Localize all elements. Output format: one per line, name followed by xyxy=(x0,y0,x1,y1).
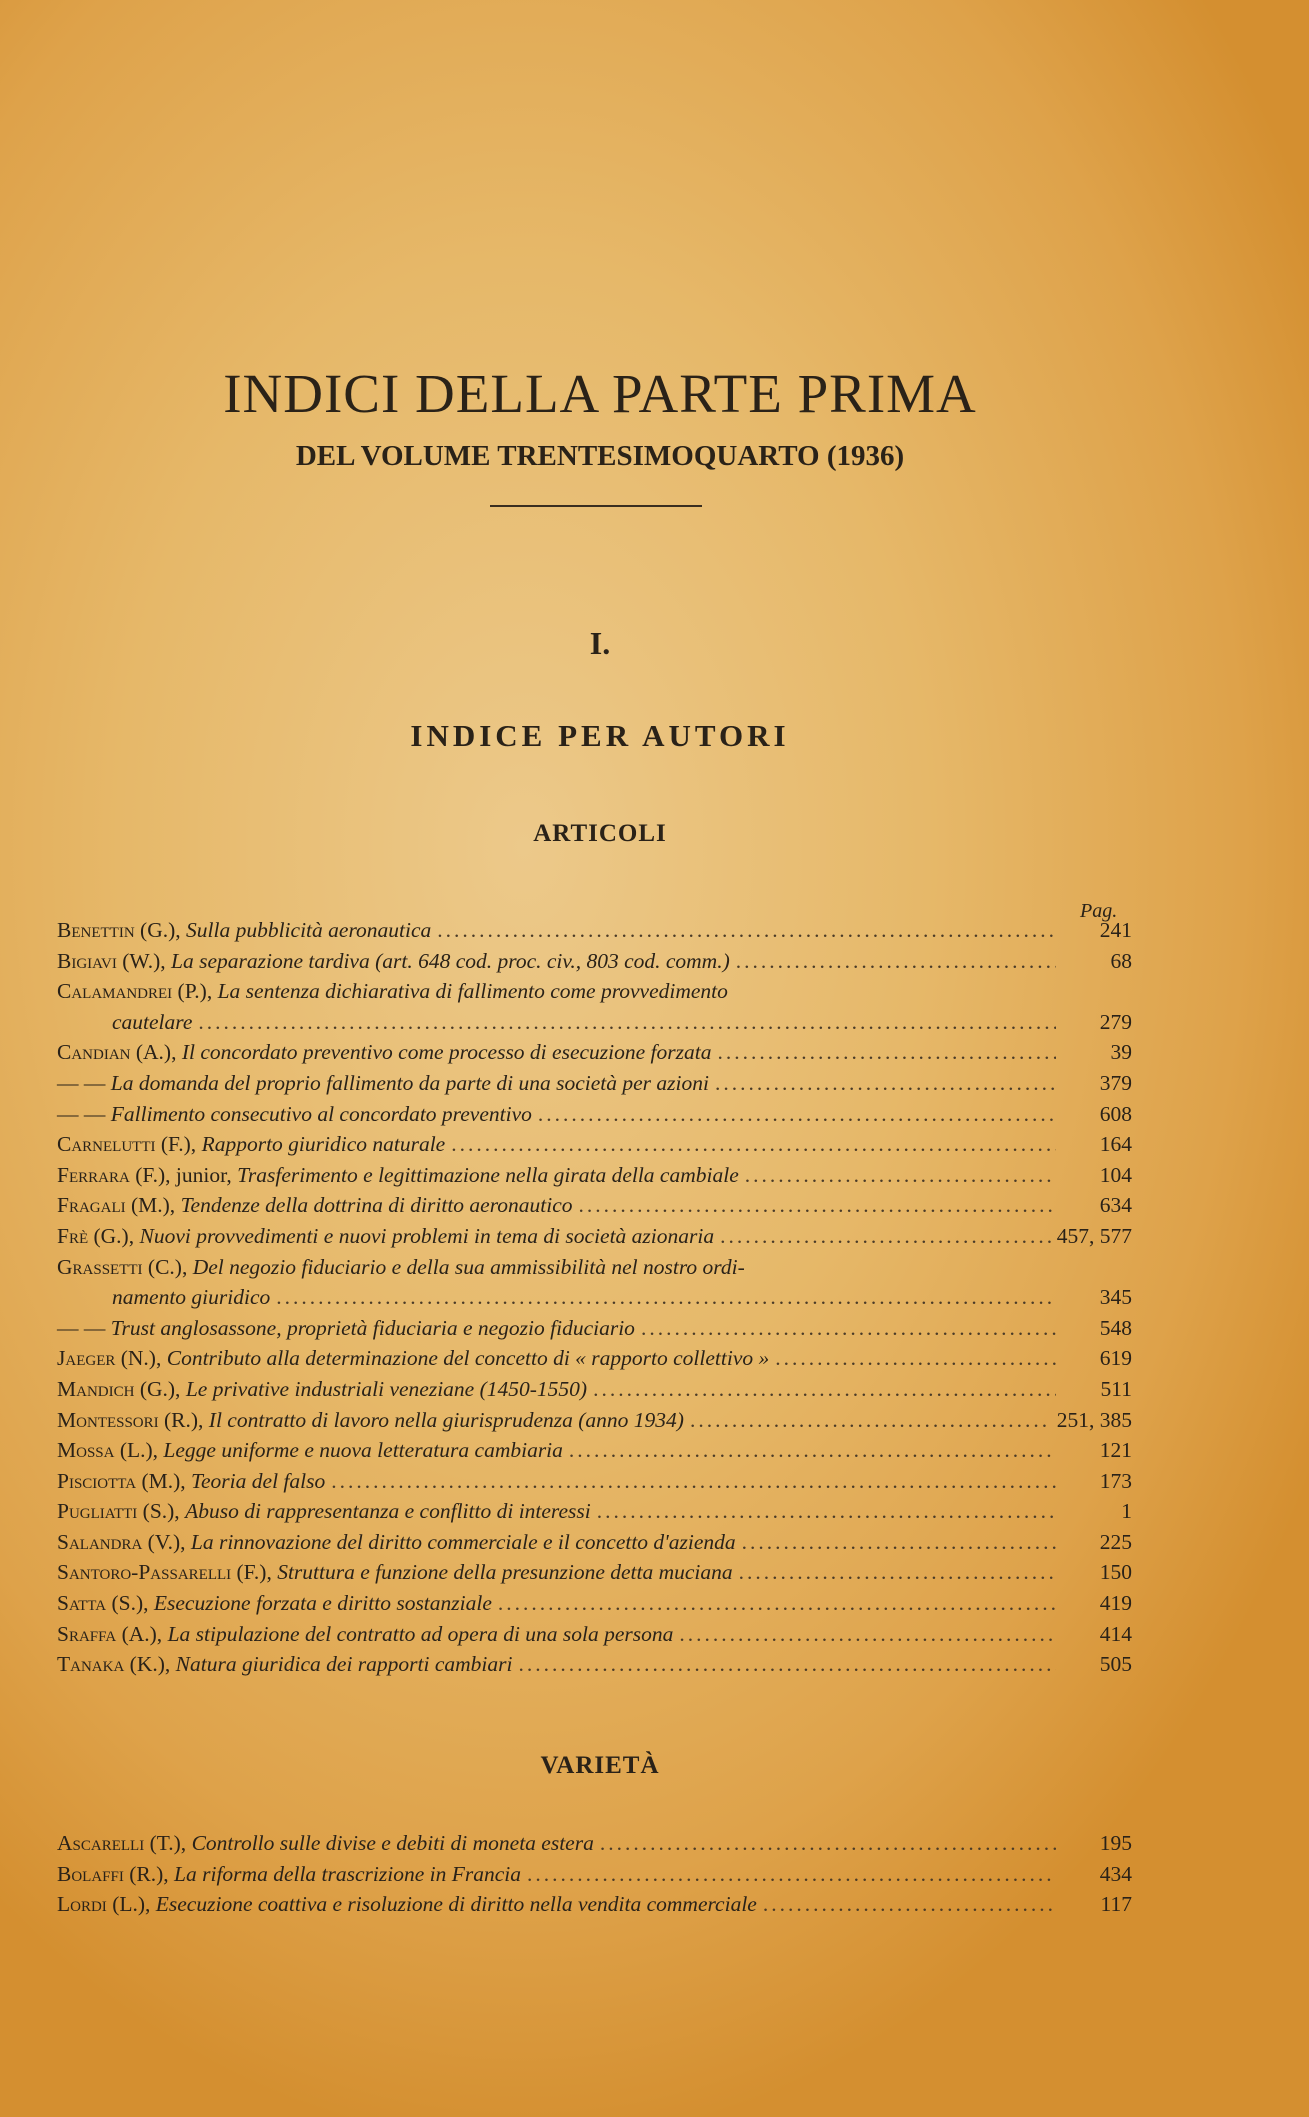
entry-page: 225 xyxy=(1099,1529,1132,1554)
varieta-list xyxy=(57,1828,1132,1920)
entry-initials: (C.), xyxy=(142,1254,193,1279)
entry-author: — — xyxy=(57,1101,106,1126)
entry-page: 164 xyxy=(1099,1132,1132,1157)
entry-page: 104 xyxy=(1099,1162,1132,1187)
entry-initials: (R.), xyxy=(158,1407,209,1432)
dot-leader xyxy=(745,1160,1056,1191)
entry-page: 419 xyxy=(1099,1591,1132,1616)
dot-leader xyxy=(569,1435,1056,1466)
dot-leader xyxy=(742,1527,1056,1558)
entry-author: — — xyxy=(57,1070,106,1095)
entry-title: Natura giuridica dei rapporti cambiari xyxy=(175,1652,513,1677)
section-number: I. xyxy=(589,625,611,661)
entry-title: Rapporto giuridico naturale xyxy=(201,1132,446,1157)
entry-initials: (M.), xyxy=(125,1193,181,1218)
dot-leader xyxy=(538,1099,1056,1130)
index-entry xyxy=(57,1496,1132,1527)
page-subtitle: DEL VOLUME TRENTESIMOQUARTO (1936) xyxy=(295,440,905,472)
dot-leader xyxy=(331,1466,1056,1497)
index-entry xyxy=(57,1588,1132,1619)
entry-page: 150 xyxy=(1099,1560,1132,1585)
entry-page: 251, 385 xyxy=(1056,1407,1132,1432)
entry-initials: (N.), xyxy=(115,1346,167,1371)
entry-author: Fragali xyxy=(57,1193,126,1218)
entry-author: Lordi xyxy=(57,1892,107,1917)
entry-author: Ferrara xyxy=(57,1162,130,1187)
entry-page: 434 xyxy=(1099,1861,1132,1886)
dot-leader xyxy=(519,1649,1057,1680)
entry-initials: (L.), xyxy=(114,1438,164,1463)
entry-title: La domanda del proprio fallimento da parte di una società per azioni xyxy=(110,1070,709,1095)
dot-leader xyxy=(739,1557,1056,1588)
index-entry xyxy=(57,1252,1132,1283)
index-entry xyxy=(57,1374,1132,1405)
entry-page: 117 xyxy=(1100,1892,1132,1917)
entry-page: 505 xyxy=(1099,1652,1132,1677)
entry-page: 345 xyxy=(1099,1285,1132,1310)
index-entry xyxy=(57,1405,1132,1436)
dot-leader xyxy=(527,1859,1056,1890)
entry-author: Ascarelli xyxy=(57,1831,145,1855)
entry-initials: (T.), xyxy=(144,1831,192,1855)
entry-title: Trasferimento e legittimazione nella girata della cambiale xyxy=(237,1162,739,1187)
index-entry xyxy=(57,1557,1132,1588)
entry-author: Santoro-Passarelli xyxy=(57,1560,232,1585)
entry-title: Struttura e funzione della presunzione detta muciana xyxy=(277,1560,733,1585)
index-entry xyxy=(57,1129,1132,1160)
index-entry-continuation xyxy=(57,1007,1132,1038)
entry-author: Mandich xyxy=(57,1376,135,1401)
dot-leader xyxy=(437,915,1056,946)
index-entry-continuation xyxy=(57,1282,1132,1313)
index-entry xyxy=(57,1190,1132,1221)
entry-author: Salandra xyxy=(57,1529,143,1554)
entry-title: Abuso di rappresentanza e conflitto di interessi xyxy=(185,1499,591,1524)
index-entry xyxy=(57,1619,1132,1650)
entry-author: Jaeger xyxy=(57,1346,116,1371)
entry-initials: (F.), junior, xyxy=(129,1162,238,1187)
index-entry xyxy=(57,1859,1132,1890)
page-title: INDICI DELLA PARTE PRIMA xyxy=(223,363,977,424)
entry-page: 173 xyxy=(1099,1468,1132,1493)
dot-leader xyxy=(763,1889,1056,1920)
entry-title: Trust anglosassone, proprietà fiduciaria e negozio fiduciario xyxy=(110,1315,635,1340)
dot-leader xyxy=(690,1405,1051,1436)
entry-title: Esecuzione coattiva e risoluzione di diritto nella vendita commerciale xyxy=(155,1892,757,1917)
index-entry xyxy=(57,946,1132,977)
entry-initials: (W.), xyxy=(116,948,172,973)
dot-leader xyxy=(593,1374,1056,1405)
entry-title: Teoria del falso xyxy=(191,1468,326,1493)
entry-page: 457, 577 xyxy=(1056,1223,1132,1248)
entry-initials: (L.), xyxy=(106,1892,156,1917)
entry-title-continued: namento giuridico xyxy=(112,1285,271,1310)
entry-page: 68 xyxy=(1110,948,1132,973)
entry-title: Legge uniforme e nuova letteratura cambiaria xyxy=(163,1438,563,1463)
entry-title: Contributo alla determinazione del concetto di « rapporto collettivo » xyxy=(166,1346,770,1371)
entry-page: 619 xyxy=(1099,1346,1132,1371)
subsection-varieta: VARIETÀ xyxy=(540,1752,660,1779)
divider xyxy=(490,505,702,507)
index-entry xyxy=(57,1649,1132,1680)
entry-page: 414 xyxy=(1099,1621,1132,1646)
dot-leader xyxy=(597,1496,1056,1527)
section-title: INDICE PER AUTORI xyxy=(410,718,790,753)
entry-title-continued: cautelare xyxy=(112,1009,193,1034)
entry-title: Il contratto di lavoro nella giurisprudenza (anno 1934) xyxy=(208,1407,684,1432)
index-entry xyxy=(57,1068,1132,1099)
entry-title: Controllo sulle divise e debiti di moneta estera xyxy=(191,1831,594,1855)
dot-leader xyxy=(276,1282,1056,1313)
entry-initials: (K.), xyxy=(124,1652,176,1677)
page-column-label: Pag. xyxy=(1080,900,1118,922)
index-entry xyxy=(57,1828,1132,1859)
entry-initials: (G.), xyxy=(134,918,187,942)
entry-title: Sulla pubblicità aeronautica xyxy=(186,918,432,942)
entry-author: Bigiavi xyxy=(57,948,117,973)
entry-title: La sentenza dichiarativa di fallimento come provvedimento xyxy=(217,979,728,1004)
entry-initials: (P.), xyxy=(172,979,218,1004)
dot-leader xyxy=(736,946,1056,977)
entry-page: 548 xyxy=(1099,1315,1132,1340)
dot-leader xyxy=(451,1129,1056,1160)
index-entry xyxy=(57,1466,1132,1497)
index-entry xyxy=(57,1889,1132,1920)
entry-page: 121 xyxy=(1099,1438,1132,1463)
entry-page: 379 xyxy=(1099,1070,1132,1095)
dot-leader xyxy=(720,1221,1051,1252)
dot-leader xyxy=(498,1588,1056,1619)
entry-title: Nuovi provvedimenti e nuovi problemi in tema di società azionaria xyxy=(139,1223,715,1248)
entry-initials: (S.), xyxy=(106,1591,154,1616)
dot-leader xyxy=(715,1068,1056,1099)
entry-author: Mossa xyxy=(57,1438,115,1463)
entry-page: 608 xyxy=(1099,1101,1132,1126)
index-entry xyxy=(57,1343,1132,1374)
entry-author: Candian xyxy=(57,1040,131,1065)
entry-initials: (M.), xyxy=(136,1468,192,1493)
index-entry xyxy=(57,915,1132,946)
entry-page: 39 xyxy=(1110,1040,1132,1065)
entry-author: Montessori xyxy=(57,1407,159,1432)
entry-author: Benettin xyxy=(57,918,135,942)
index-entry xyxy=(57,1221,1132,1252)
index-entry xyxy=(57,976,1132,1007)
entry-page: 511 xyxy=(1100,1376,1132,1401)
entry-author: Bolaffi xyxy=(57,1861,124,1886)
entry-author: Grassetti xyxy=(57,1254,143,1279)
index-entry xyxy=(57,1313,1132,1344)
subsection-articles: ARTICOLI xyxy=(533,820,667,847)
entry-title: Le privative industriali veneziane (1450-1550) xyxy=(185,1376,588,1401)
dot-leader xyxy=(641,1313,1056,1344)
entry-initials: (G.), xyxy=(88,1223,140,1248)
index-entry xyxy=(57,1037,1132,1068)
entry-page: 195 xyxy=(1099,1831,1132,1855)
entry-author: Satta xyxy=(57,1591,107,1616)
dot-leader xyxy=(579,1190,1056,1221)
dot-leader xyxy=(679,1619,1056,1650)
index-entry xyxy=(57,1160,1132,1191)
entry-initials: (F.), xyxy=(155,1132,202,1157)
entry-page: 634 xyxy=(1099,1193,1132,1218)
entry-author: Frè xyxy=(57,1223,89,1248)
entry-title: Il concordato preventivo come processo di esecuzione forzata xyxy=(181,1040,712,1065)
dot-leader xyxy=(775,1343,1056,1374)
entry-initials: (S.), xyxy=(137,1499,186,1524)
dot-leader xyxy=(600,1828,1056,1859)
entry-page: 241 xyxy=(1099,918,1132,942)
index-entry xyxy=(57,1527,1132,1558)
entry-title: La rinnovazione del diritto commerciale e il concetto d'azienda xyxy=(190,1529,736,1554)
entry-initials: (R.), xyxy=(123,1861,175,1886)
entry-initials: (G.), xyxy=(134,1376,186,1401)
entry-author: Calamandrei xyxy=(57,979,173,1004)
entry-title: Fallimento consecutivo al concordato preventivo xyxy=(110,1101,532,1126)
entry-title: Esecuzione forzata e diritto sostanziale xyxy=(153,1591,492,1616)
entry-author: Pugliatti xyxy=(57,1499,138,1524)
entry-initials: (V.), xyxy=(142,1529,191,1554)
entry-initials: (A.), xyxy=(130,1040,182,1065)
entry-title: Del negozio fiduciario e della sua ammissibilità nel nostro ordi- xyxy=(192,1254,745,1279)
entry-author: Pisciotta xyxy=(57,1468,137,1493)
entry-title: Tendenze della dottrina di diritto aeronautico xyxy=(180,1193,573,1218)
entry-title: La riforma della trascrizione in Francia xyxy=(174,1861,522,1886)
index-entry xyxy=(57,1435,1132,1466)
dot-leader xyxy=(717,1037,1056,1068)
entry-author: — — xyxy=(57,1315,106,1340)
entry-page: 1 xyxy=(1121,1499,1132,1524)
entry-title: La separazione tardiva (art. 648 cod. proc. civ., 803 cod. comm.) xyxy=(171,948,730,973)
articles-list xyxy=(57,915,1132,1680)
entry-author: Tanaka xyxy=(57,1652,125,1677)
entry-title: La stipulazione del contratto ad opera di una sola persona xyxy=(167,1621,674,1646)
entry-page: 279 xyxy=(1099,1009,1132,1034)
entry-author: Carnelutti xyxy=(57,1132,156,1157)
dot-leader xyxy=(198,1007,1056,1038)
entry-initials: (A.), xyxy=(116,1621,168,1646)
entry-author: Sraffa xyxy=(57,1621,117,1646)
entry-initials: (F.), xyxy=(231,1560,278,1585)
index-entry xyxy=(57,1099,1132,1130)
